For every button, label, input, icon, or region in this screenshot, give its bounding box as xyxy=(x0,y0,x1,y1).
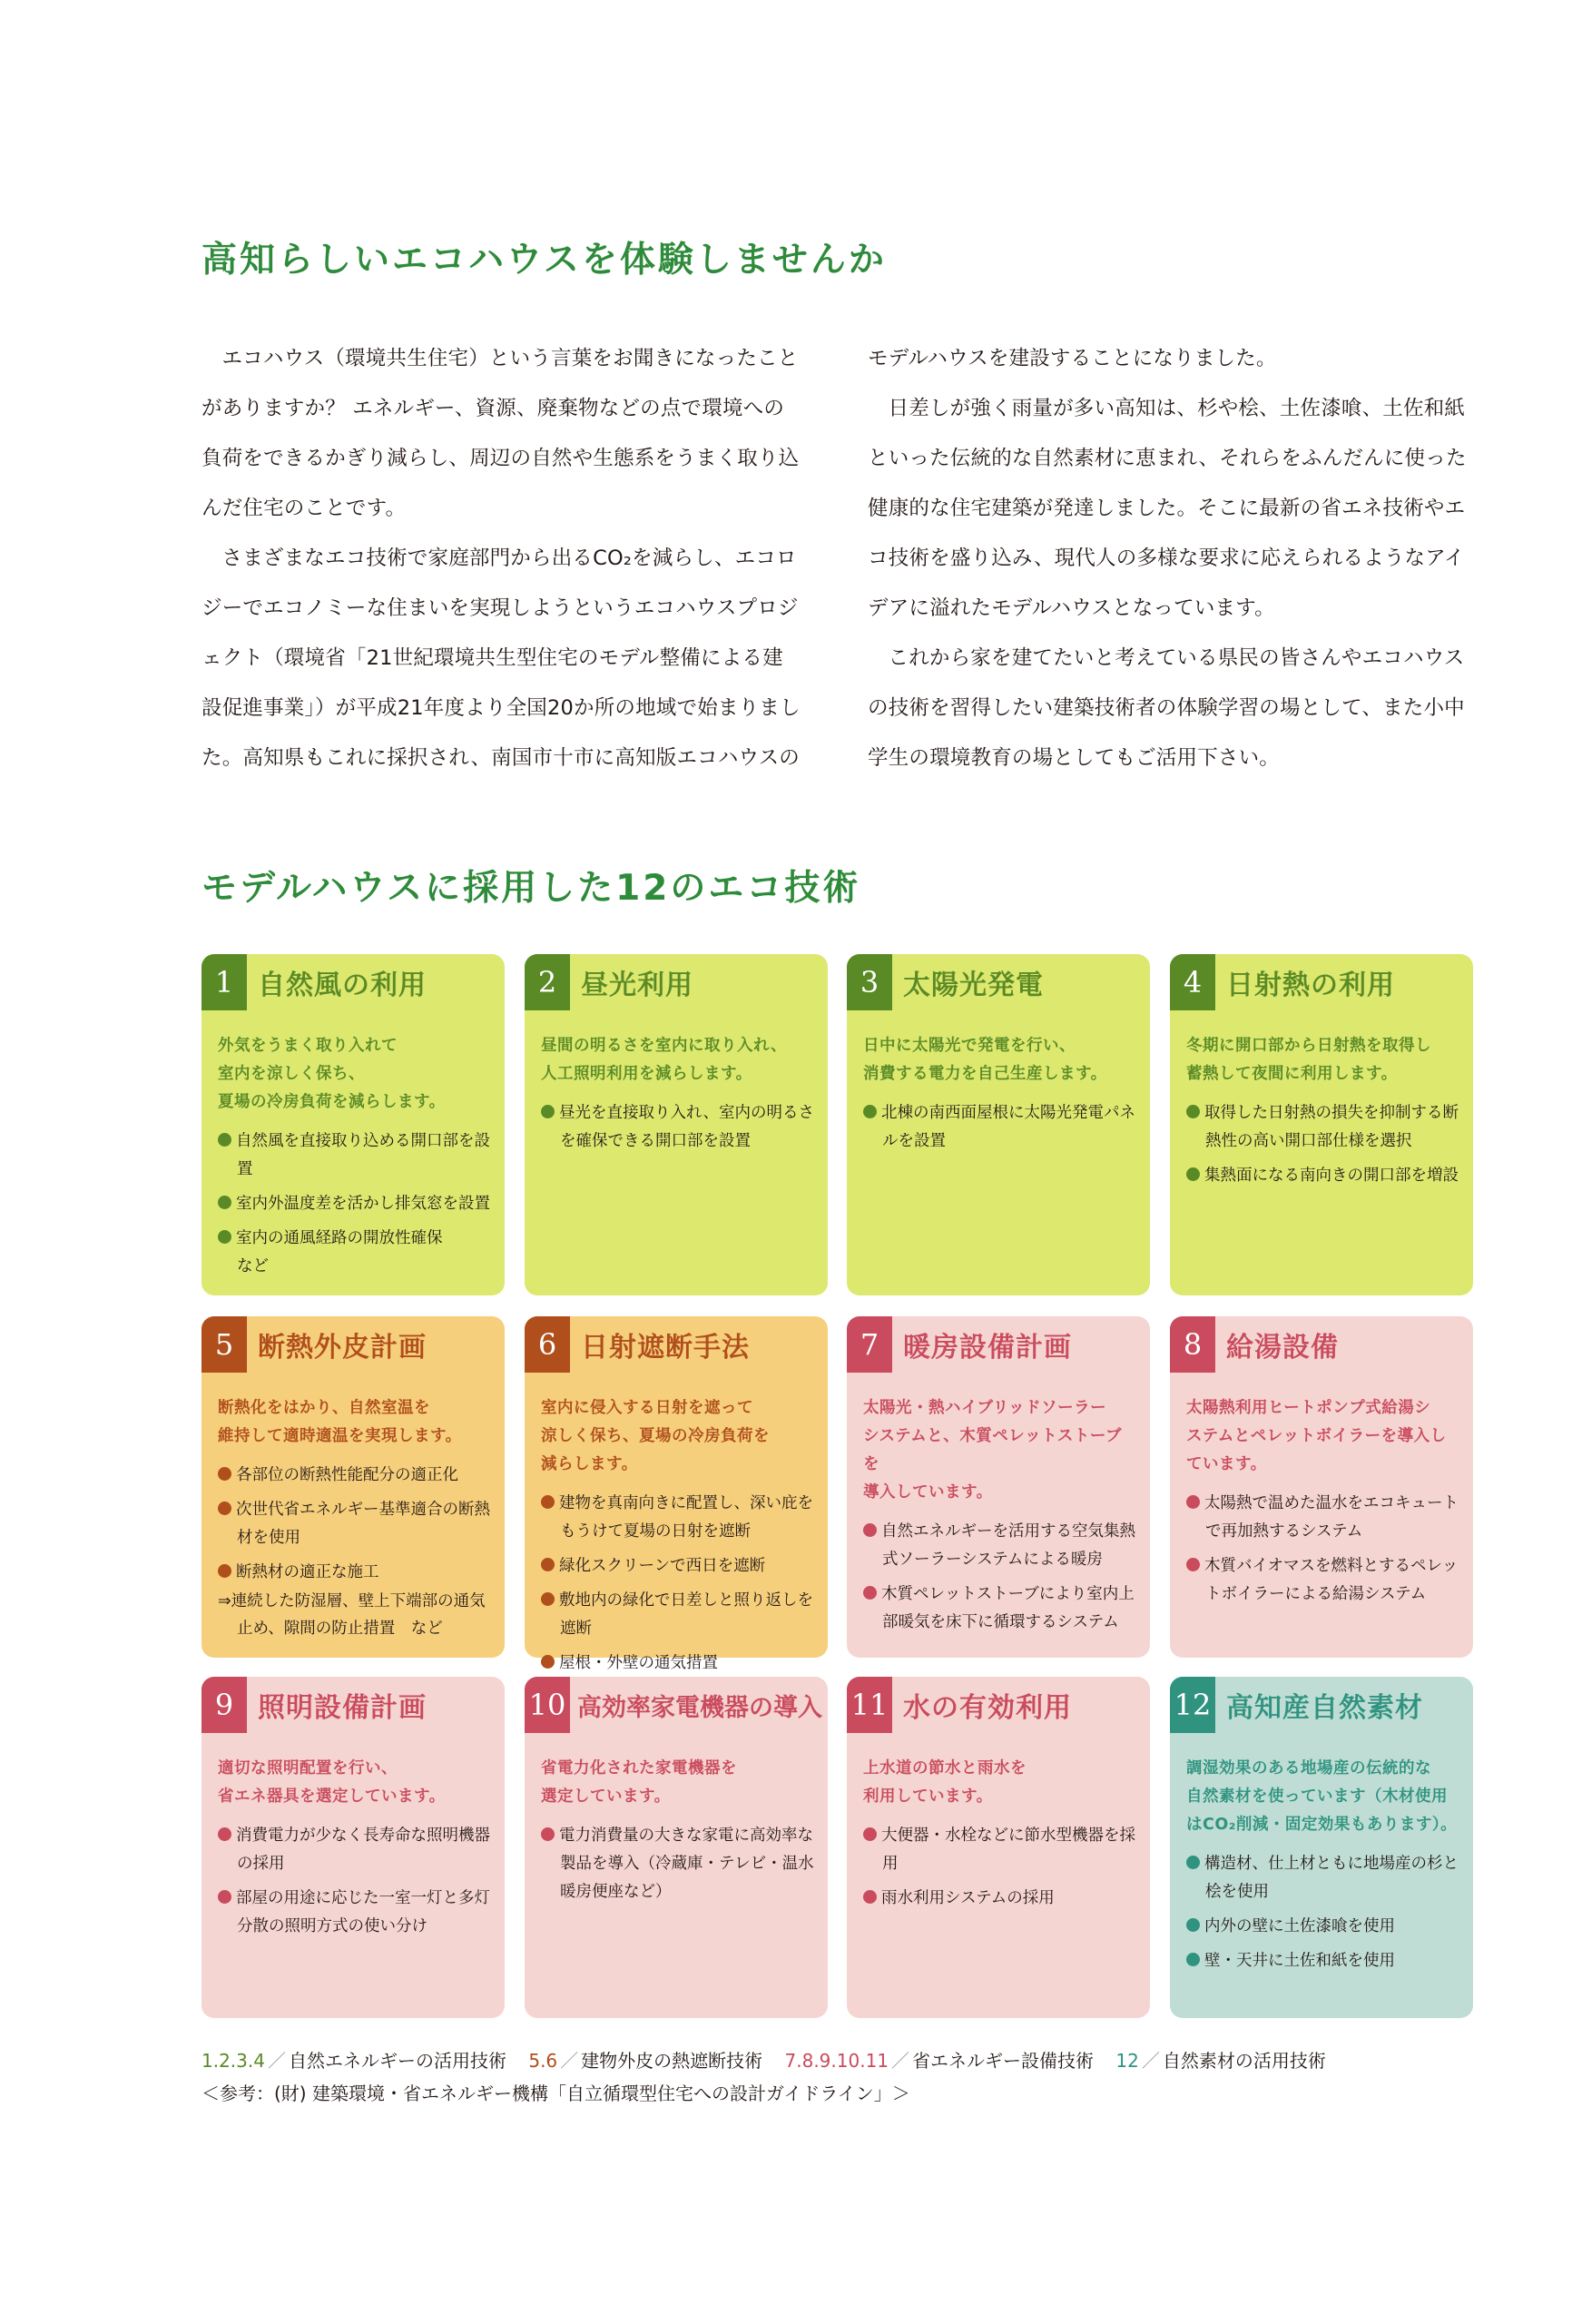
card-bullet-list xyxy=(218,1462,492,1587)
card-bullet-text: 取得した日射熱の損失を抑制する断熱性の高い開口部仕様を選択 xyxy=(1204,1104,1459,1150)
card-header xyxy=(525,1316,815,1380)
legend-item: 1.2.3.4 ／ 自然エネルギーの活用技術 xyxy=(201,2050,506,2072)
card-title: 昼光利用 xyxy=(581,970,693,1001)
card-bullet-text: 室内外温度差を活かし排気窓を設置 xyxy=(236,1195,490,1213)
eco-tech-card xyxy=(847,954,1150,1295)
card-description: 外気をうまく取り入れて 室内を涼しく保ち、 夏場の冷房負荷を減らします。 xyxy=(218,1037,446,1111)
card-bullet-list xyxy=(541,1099,815,1156)
card-header xyxy=(201,1677,492,1740)
bullet-dot-icon xyxy=(541,1105,555,1118)
legend-label: 省エネルギー設備技術 xyxy=(912,2050,1095,2072)
bullet-dot-icon xyxy=(1186,1167,1200,1181)
card-description: 室内に侵入する日射を遮って 涼しく保ち、夏場の冷房負荷を 減らします。 xyxy=(541,1399,770,1473)
card-bullet-item xyxy=(541,1552,815,1581)
card-bullet-item xyxy=(541,1649,815,1678)
eco-tech-card xyxy=(525,954,828,1295)
card-bullet-text: 自然エネルギーを活用する空気集熱式ソーラーシステムによる暖房 xyxy=(881,1522,1135,1569)
card-bullet-text: 昼光を直接取り入れ、室内の明るさを確保できる開口部を設置 xyxy=(559,1104,815,1150)
card-bullet-text: 雨水利用システムの採用 xyxy=(881,1889,1055,1907)
card-bullet-item xyxy=(863,1885,1137,1913)
card-bullet-text: 集熱面になる南向きの開口部を増設 xyxy=(1204,1167,1459,1185)
intro-heading: 高知らしいエコハウスを体験しませんか xyxy=(201,240,887,281)
eco-tech-card xyxy=(1170,1677,1473,2018)
card-bullet-item xyxy=(218,1128,492,1184)
intro-paragraph: さまざまなエコ技術で家庭部門から出るCO₂を減らし、エコロジーでエコノミーな住まいを実現しようというエコハウスプロジェクト（環境省「21世紀環境共生型住宅のモデル整備による建設促進事業」）が平成21年度より全国20か所の地域で始まりました。高知県もこれに採択され、南国市十市に高知版エコハウスの xyxy=(201,547,801,770)
card-bullet-list xyxy=(863,1099,1137,1156)
card-description: 断熱化をはかり、自然室温を 維持して適時適温を実現します。 xyxy=(218,1399,462,1445)
eco-tech-card xyxy=(201,954,505,1295)
card-description: 日中に太陽光で発電を行い、 消費する電力を自己生産します。 xyxy=(863,1037,1107,1083)
card-bullet-item xyxy=(863,1581,1137,1637)
card-bullet-text: 室内の通風経路の開放性確保 など xyxy=(236,1229,443,1275)
bullet-dot-icon xyxy=(541,1558,555,1571)
card-bullet-text: 敷地内の緑化で日差しと照り返しを遮断 xyxy=(559,1591,813,1638)
card-description: 調湿効果のある地場産の伝統的な 自然素材を使っています（木材使用 はCO₂削減・固定効果もあります）。 xyxy=(1186,1759,1458,1834)
card-header xyxy=(201,1316,492,1380)
legend-label: 自然エネルギーの活用技術 xyxy=(288,2050,506,2072)
card-number: 5 xyxy=(201,1316,247,1373)
card-bullet-text: 木質バイオマスを燃料とするペレットボイラーによる給湯システム xyxy=(1204,1557,1459,1603)
bullet-dot-icon xyxy=(863,1523,877,1537)
card-bullet-list xyxy=(1186,1850,1460,1975)
card-header xyxy=(525,954,815,1018)
card-bullet-text: 自然風を直接取り込める開口部を設置 xyxy=(236,1132,490,1178)
card-title: 暖房設備計画 xyxy=(903,1332,1072,1364)
reference-note: ＜参考：(財) 建築環境・省エネルギー機構「自立循環型住宅への設計ガイドライン」＞ xyxy=(201,2083,910,2104)
legend-nums: 12 xyxy=(1115,2050,1139,2072)
card-bullet-text: 木質ペレットストーブにより室内上部暖気を床下に循環するシステム xyxy=(881,1585,1135,1631)
bullet-dot-icon xyxy=(541,1495,555,1509)
legend-item: 5.6 ／ 建物外皮の熱遮断技術 xyxy=(528,2050,763,2072)
card-bullet-item xyxy=(541,1822,815,1906)
card-bullet-item xyxy=(1186,1913,1460,1941)
bullet-dot-icon xyxy=(1186,1495,1200,1509)
card-bullet-list xyxy=(1186,1490,1460,1609)
bullet-dot-icon xyxy=(218,1827,231,1841)
card-bullet-text: 北棟の南西面屋根に太陽光発電パネルを設置 xyxy=(881,1104,1135,1150)
legend-item: 7.8.9.10.11 ／ 省エネルギー設備技術 xyxy=(784,2050,1095,2072)
eco-tech-card xyxy=(201,1316,505,1658)
bullet-dot-icon xyxy=(863,1890,877,1904)
card-number: 7 xyxy=(847,1316,892,1373)
card-bullet-list xyxy=(863,1518,1137,1637)
card-bullet-item xyxy=(863,1518,1137,1574)
card-title: 水の有効利用 xyxy=(903,1692,1072,1724)
bullet-dot-icon xyxy=(863,1105,877,1118)
card-title: 照明設備計画 xyxy=(258,1692,427,1724)
bullet-dot-icon xyxy=(541,1592,555,1606)
card-description: 昼間の明るさを室内に取り入れ、 人工照明利用を減らします。 xyxy=(541,1037,788,1083)
card-bullet-item xyxy=(1186,1850,1460,1906)
card-title: 日射熱の利用 xyxy=(1226,970,1395,1001)
card-bullet-item xyxy=(218,1225,492,1281)
bullet-dot-icon xyxy=(218,1230,231,1244)
card-bullet-text: 緑化スクリーンで西日を遮断 xyxy=(559,1557,766,1575)
card-bullet-item xyxy=(218,1885,492,1941)
card-header xyxy=(1170,954,1460,1018)
eco-tech-card xyxy=(847,1677,1150,2018)
card-number: 9 xyxy=(201,1677,247,1733)
intro-paragraph-continued: モデルハウスを建設することになりました。 xyxy=(868,347,1277,370)
card-bullet-list xyxy=(218,1822,492,1941)
card-description: 冬期に開口部から日射熱を取得し 蓄熱して夜間に利用します。 xyxy=(1186,1037,1431,1083)
bullet-dot-icon xyxy=(1186,1105,1200,1118)
card-bullet-list xyxy=(863,1822,1137,1913)
card-bullet-item xyxy=(863,1099,1137,1156)
card-title: 太陽光発電 xyxy=(903,970,1044,1001)
card-bullet-item xyxy=(541,1587,815,1643)
card-number: 12 xyxy=(1170,1677,1215,1733)
card-bullet-item xyxy=(1186,1099,1460,1156)
card-bullet-item xyxy=(218,1822,492,1878)
card-title: 高効率家電機器の導入 xyxy=(577,1693,822,1722)
card-bullet-item xyxy=(218,1496,492,1552)
card-bullet-text: 大便器・水栓などに節水型機器を採用 xyxy=(881,1827,1135,1873)
card-number: 6 xyxy=(525,1316,570,1373)
intro-paragraph: これから家を建てたいと考えている県民の皆さんやエコハウスの技術を習得したい建築技術者の体験学習の場として、また小中学生の環境教育の場としてもご活用下さい。 xyxy=(868,646,1465,770)
card-description: 適切な照明配置を行い、 省エネ器具を選定しています。 xyxy=(218,1759,446,1806)
bullet-dot-icon xyxy=(863,1586,877,1600)
eco-tech-card xyxy=(525,1677,828,2018)
eco-tech-card xyxy=(1170,1316,1473,1658)
eco-tech-card xyxy=(201,1677,505,2018)
intro-paragraph: エコハウス（環境共生住宅）という言葉をお聞きになったことがありますか？ エネルギー、資源、廃棄物などの点で環境への負荷をできるかぎり減らし、周辺の自然や生態系をうまく取り込んだ住宅のことです。 xyxy=(201,347,800,520)
card-bullet-item xyxy=(218,1559,492,1587)
intro-column-right xyxy=(868,334,1467,783)
card-bullet-list xyxy=(541,1490,815,1678)
card-number: 10 xyxy=(525,1677,570,1733)
card-description: 省電力化された家電機器を 選定しています。 xyxy=(541,1759,737,1806)
bullet-dot-icon xyxy=(1186,1918,1200,1932)
card-bullet-item xyxy=(218,1462,492,1490)
card-bullet-text: 消費電力が少なく長寿命な照明機器の採用 xyxy=(236,1827,490,1873)
intro-column-left xyxy=(201,334,801,783)
card-header xyxy=(201,954,492,1018)
card-title: 自然風の利用 xyxy=(258,970,427,1001)
card-bullet-item xyxy=(1186,1552,1460,1609)
card-number: 8 xyxy=(1170,1316,1215,1373)
card-bullet-item xyxy=(1186,1947,1460,1975)
bullet-dot-icon xyxy=(218,1133,231,1147)
card-bullet-item xyxy=(1186,1162,1460,1190)
card-bullet-text: 壁・天井に土佐和紙を使用 xyxy=(1204,1952,1395,1970)
card-description: 太陽光・熱ハイブリッドソーラー システムと、木質ペレットストーブを 導入しています。 xyxy=(863,1399,1123,1502)
card-header xyxy=(1170,1316,1460,1380)
card-title: 断熱外皮計画 xyxy=(258,1332,427,1364)
card-bullet-item xyxy=(1186,1490,1460,1546)
card-title: 給湯設備 xyxy=(1226,1332,1339,1364)
legend-nums: 5.6 xyxy=(528,2050,558,2072)
card-header xyxy=(525,1677,822,1740)
card-bullet-text: 電力消費量の大きな家電に高効率な製品を導入（冷蔵庫・テレビ・温水暖房便座など） xyxy=(559,1827,814,1901)
card-title: 日射遮断手法 xyxy=(581,1332,750,1364)
legend-nums: 1.2.3.4 xyxy=(201,2050,265,2072)
bullet-dot-icon xyxy=(218,1196,231,1209)
card-header xyxy=(847,1677,1137,1740)
eco-tech-card xyxy=(847,1316,1150,1658)
eco-tech-card xyxy=(525,1316,828,1672)
card-note: ⇒連続した防湿層、壁上下端部の通気止め、隙間の防止措置 など xyxy=(218,1592,486,1638)
card-description: 上水道の節水と雨水を 利用しています。 xyxy=(863,1759,1027,1806)
legend-item: 12 ／ 自然素材の活用技術 xyxy=(1115,2050,1326,2072)
card-header xyxy=(1170,1677,1460,1740)
bullet-dot-icon xyxy=(1186,1558,1200,1571)
card-bullet-list xyxy=(541,1822,815,1906)
legend-label: 自然素材の活用技術 xyxy=(1162,2050,1326,2072)
bullet-dot-icon xyxy=(863,1827,877,1841)
card-bullet-text: 屋根・外壁の通気措置 xyxy=(559,1654,718,1672)
card-header xyxy=(847,954,1137,1018)
card-bullet-text: 次世代省エネルギー基準適合の断熱材を使用 xyxy=(236,1501,490,1547)
bullet-dot-icon xyxy=(1186,1953,1200,1966)
card-number: 11 xyxy=(847,1677,892,1733)
eco-tech-heading: モデルハウスに採用した12のエコ技術 xyxy=(201,868,861,909)
card-bullet-text: 内外の壁に土佐漆喰を使用 xyxy=(1204,1917,1395,1935)
card-bullet-text: 太陽熱で温めた温水をエコキュートで再加熱するシステム xyxy=(1204,1494,1459,1541)
bullet-dot-icon xyxy=(541,1827,555,1841)
card-number: 2 xyxy=(525,954,570,1010)
legend-label: 建物外皮の熱遮断技術 xyxy=(581,2050,763,2072)
card-bullet-item xyxy=(541,1099,815,1156)
bullet-dot-icon xyxy=(218,1890,231,1904)
group-legend xyxy=(201,2046,1342,2073)
card-header xyxy=(847,1316,1137,1380)
bullet-dot-icon xyxy=(218,1502,231,1515)
eco-tech-card xyxy=(1170,954,1473,1295)
card-bullet-text: 部屋の用途に応じた一室一灯と多灯分散の照明方式の使い分け xyxy=(236,1889,490,1935)
card-number: 4 xyxy=(1170,954,1215,1010)
card-bullet-text: 断熱材の適正な施工 xyxy=(236,1563,379,1581)
card-bullet-text: 建物を真南向きに配置し、深い庇をもうけて夏場の日射を遮断 xyxy=(559,1494,813,1541)
card-bullet-list xyxy=(1186,1099,1460,1190)
card-description: 太陽熱利用ヒートポンプ式給湯シ ステムとペレットボイラーを導入し ています。 xyxy=(1186,1399,1447,1473)
bullet-dot-icon xyxy=(218,1467,231,1481)
card-bullet-item xyxy=(541,1490,815,1546)
card-bullet-text: 各部位の断熱性能配分の適正化 xyxy=(236,1466,458,1484)
bullet-dot-icon xyxy=(218,1564,231,1578)
bullet-dot-icon xyxy=(541,1655,555,1669)
card-bullet-text: 構造材、仕上材ともに地場産の杉と桧を使用 xyxy=(1204,1855,1459,1901)
card-bullet-item xyxy=(863,1822,1137,1878)
bullet-dot-icon xyxy=(1186,1856,1200,1869)
card-number: 1 xyxy=(201,954,247,1010)
card-bullet-list xyxy=(218,1128,492,1281)
intro-paragraph: 日差しが強く雨量が多い高知は、杉や桧、土佐漆喰、土佐和紙といった伝統的な自然素材に恵まれ、それらをふんだんに使った健康的な住宅建築が発達しました。そこに最新の省エネ技術やエコ技術を盛り込み、現代人の多様な要求に応えられるようなアイデアに溢れたモデルハウスとなっています。 xyxy=(868,397,1467,620)
legend-nums: 7.8.9.10.11 xyxy=(784,2050,889,2072)
card-number: 3 xyxy=(847,954,892,1010)
card-title: 高知産自然素材 xyxy=(1226,1692,1423,1724)
card-bullet-item xyxy=(218,1190,492,1218)
